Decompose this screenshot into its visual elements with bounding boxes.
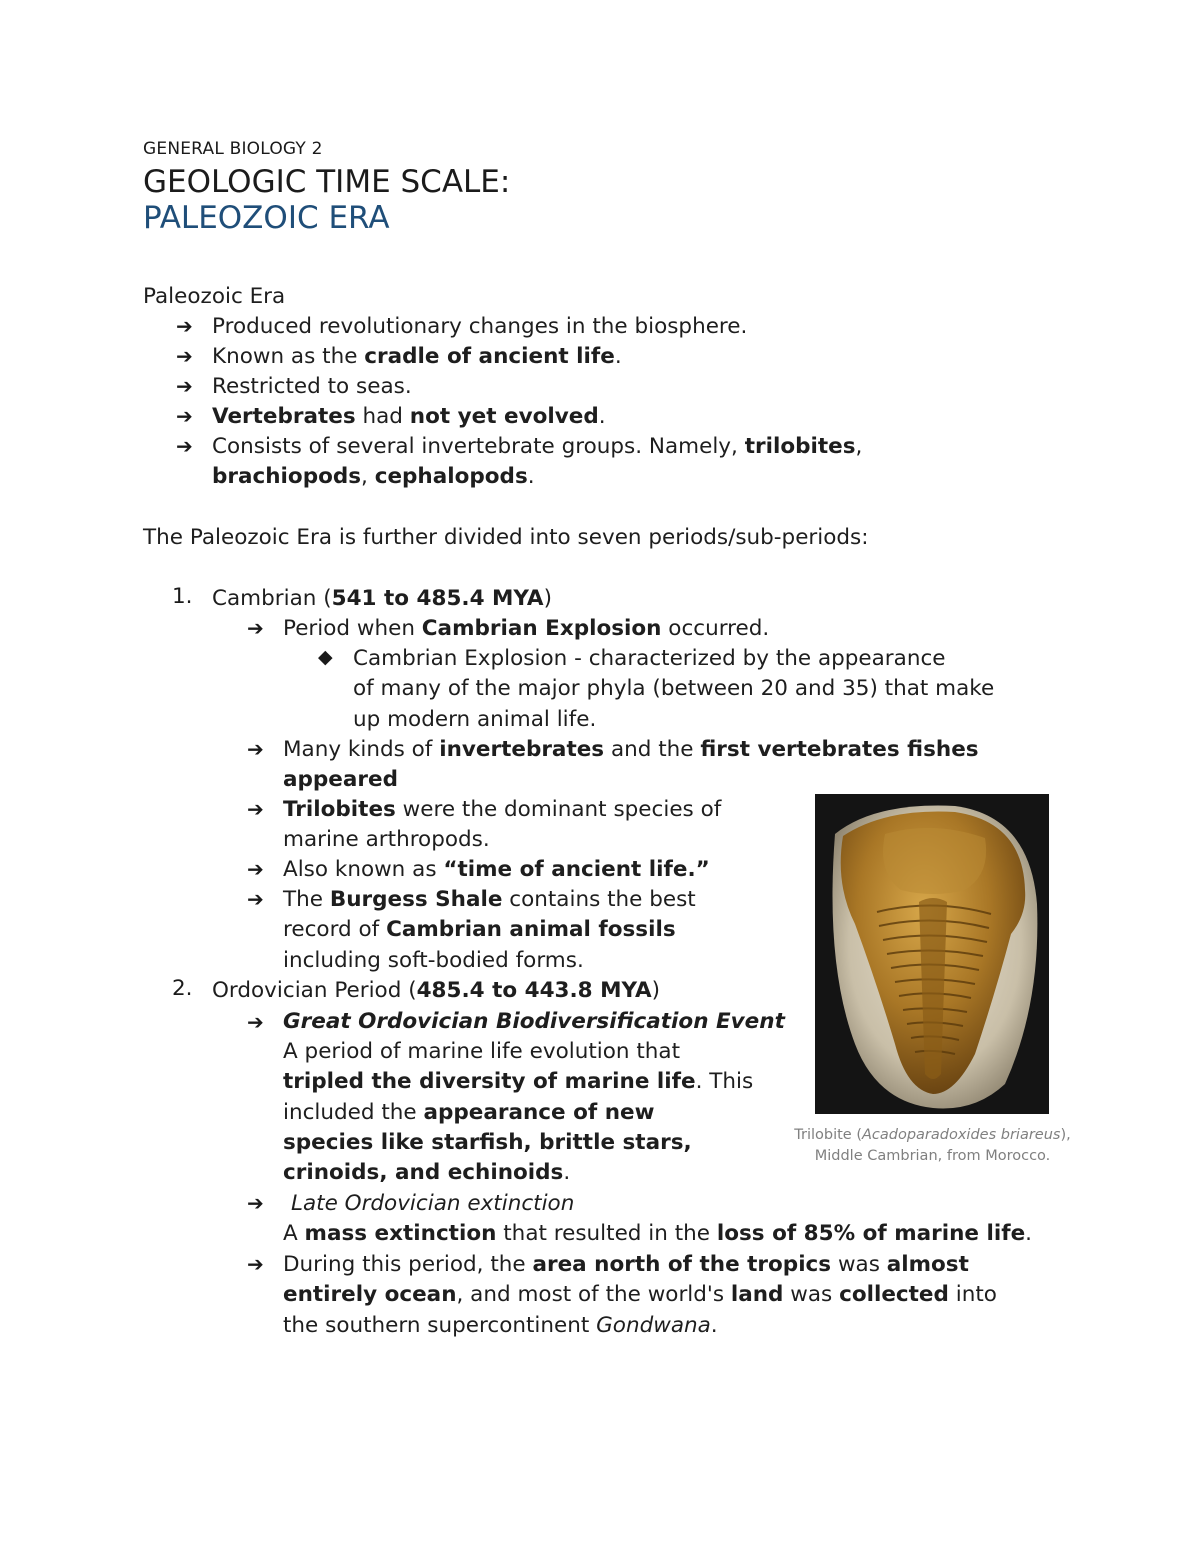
arrow-bullet-icon: ➔ [247,737,264,761]
period-bullet: Also known as “time of ancient life.” [283,857,710,882]
arrow-bullet-icon: ➔ [247,797,264,821]
intro-bullet: Known as the cradle of ancient life. [212,344,622,369]
period-bullet: Many kinds of invertebrates and the first vertebrates fishes appeared [283,737,979,793]
period-title: Cambrian (541 to 485.4 MYA) [212,586,552,611]
arrow-bullet-icon: ➔ [176,344,193,368]
period-bullet: Late Ordovician extinction [291,1191,575,1216]
period-bullet: Great Ordovician Biodiversification Event [283,1009,785,1034]
period-bullet: Trilobites were the dominant species of marine arthropods. [283,797,722,853]
period-bullet-detail: A mass extinction that resulted in the loss of 85% of marine life. [283,1221,1033,1246]
arrow-bullet-icon: ➔ [247,616,264,640]
arrow-bullet-icon: ➔ [176,434,193,458]
period-bullet: The Burgess Shale contains the best record of Cambrian animal fossils including soft-bodied forms. [283,887,696,973]
arrow-bullet-icon: ➔ [176,374,193,398]
arrow-bullet-icon: ➔ [247,1252,264,1276]
arrow-bullet-icon: ➔ [247,1010,264,1034]
figure-caption: Trilobite (Acadoparadoxides briareus), Middle Cambrian, from Morocco. [794,1127,1071,1164]
sub-bullet: Cambrian Explosion - characterized by the appearance of many of the major phyla (between 20 and 35) that make up modern animal life. [353,646,995,732]
intro-bullet: Produced revolutionary changes in the biosphere. [212,314,748,339]
intro-bullet: Restricted to seas. [212,374,412,399]
arrow-bullet-icon: ➔ [176,314,193,338]
period-bullet: During this period, the area north of the tropics was almost entirely ocean, and most of the world's land was collected into the southern supercontinent Gondwana. [283,1252,997,1338]
arrow-bullet-icon: ➔ [247,887,264,911]
page-title: GEOLOGIC TIME SCALE: [143,164,511,200]
page-subtitle: PALEOZOIC ERA [143,200,390,236]
intro-bullet: Vertebrates had not yet evolved. [212,404,606,429]
section-heading: Paleozoic Era [143,284,286,309]
period-bullet-detail: A period of marine life evolution that tripled the diversity of marine life. This included the appearance of new species like starfish, brittle stars, crinoids, and echinoids. [283,1039,754,1186]
trilobite-fossil-image [815,794,1049,1114]
period-bullet: Period when Cambrian Explosion occurred. [283,616,770,641]
list-number: 1. [172,584,193,609]
arrow-bullet-icon: ➔ [247,857,264,881]
divided-text: The Paleozoic Era is further divided into seven periods/sub-periods: [143,525,869,550]
intro-bullet: Consists of several invertebrate groups. Namely, trilobites, brachiopods, cephalopods. [212,434,863,490]
diamond-bullet-icon: ◆ [318,646,333,668]
period-title: Ordovician Period (485.4 to 443.8 MYA) [212,978,661,1003]
course-label: GENERAL BIOLOGY 2 [143,139,323,159]
arrow-bullet-icon: ➔ [176,404,193,428]
list-number: 2. [172,976,193,1001]
arrow-bullet-icon: ➔ [247,1191,264,1215]
